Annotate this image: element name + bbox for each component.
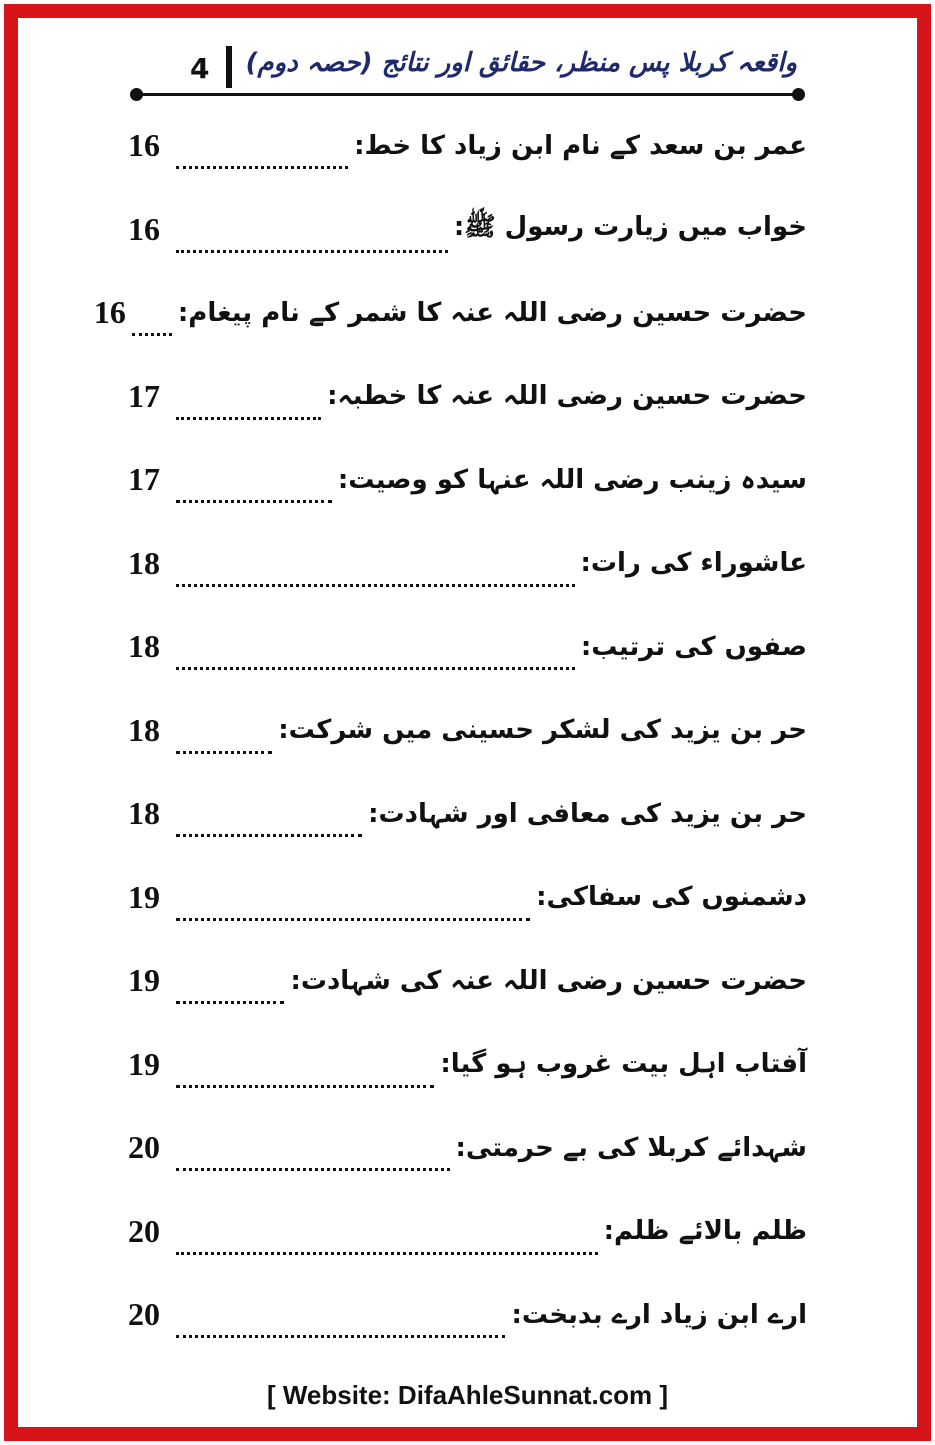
toc-entry-title: سیدہ زینب رضی اللہ عنہا کو وصیت: <box>337 464 807 495</box>
toc-leader-dots <box>176 641 575 670</box>
toc-entry-page: 20 <box>128 1129 160 1166</box>
toc-entry-page: 16 <box>128 127 160 164</box>
toc-leader-dots <box>176 808 362 837</box>
toc-entry-page: 18 <box>128 711 160 748</box>
toc-entry[interactable] <box>128 355 807 439</box>
toc-entry-title: خواب میں زیارت رسول ﷺ: <box>453 212 807 243</box>
toc-entry[interactable] <box>128 1190 807 1274</box>
toc-entry-title: صفوں کی ترتیب: <box>580 631 807 662</box>
toc-entry-title: آفتاب اہل بیت غروب ہو گیا: <box>440 1049 807 1080</box>
toc-entry[interactable] <box>128 522 807 606</box>
toc-entry-page: 17 <box>128 461 160 498</box>
toc-leader-dots <box>176 1142 450 1171</box>
toc-entry-title: ارے ابن زیاد ارے بدبخت: <box>511 1299 807 1330</box>
toc-entry-title: حر بن یزید کی معافی اور شہادت: <box>368 798 807 829</box>
header-divider <box>226 46 232 88</box>
toc-leader-dots <box>176 975 284 1004</box>
toc-entry-title: عمر بن سعد کے نام ابن زیاد کا خط: <box>354 130 807 161</box>
toc-entry-title: ظلم بالائے ظلم: <box>603 1216 807 1247</box>
page-number: 4 <box>190 52 210 85</box>
toc-entry[interactable] <box>128 188 807 272</box>
toc-entry[interactable] <box>128 1023 807 1107</box>
toc-entry[interactable] <box>128 1273 807 1357</box>
toc-entry[interactable] <box>128 856 807 940</box>
toc-entry-page: 16 <box>128 210 160 247</box>
toc-entry-page: 20 <box>128 1296 160 1333</box>
toc-entry-title: حضرت حسین رضی اللہ عنہ کا خطبہ: <box>327 381 807 412</box>
toc-entry[interactable] <box>128 689 807 773</box>
toc-entry-title: عاشوراء کی رات: <box>580 548 807 579</box>
table-of-contents <box>93 104 807 1357</box>
toc-leader-dots <box>176 1226 598 1255</box>
toc-entry-title: حضرت حسین رضی اللہ عنہ کا شمر کے نام پیغام: <box>177 297 807 328</box>
toc-leader-dots <box>176 391 321 420</box>
toc-entry[interactable] <box>128 104 807 188</box>
website-footer: [ Website: DifaAhleSunnat.com ] <box>266 1380 669 1410</box>
toc-leader-dots <box>176 224 448 253</box>
page-header <box>130 44 805 96</box>
toc-entry[interactable] <box>128 772 807 856</box>
toc-entry-title: شہدائے کربلا کی بے حرمتی: <box>455 1132 807 1163</box>
toc-leader-dots <box>176 558 575 587</box>
toc-entry[interactable] <box>128 1106 807 1190</box>
toc-entry-page: 16 <box>93 294 126 331</box>
toc-entry-page: 19 <box>128 878 160 915</box>
toc-entry-page: 17 <box>128 377 160 414</box>
toc-entry-page: 18 <box>128 544 160 581</box>
toc-entry-page: 18 <box>128 628 160 665</box>
book-title: واقعہ کربلا پس منظر، حقائق اور نتائج (حصہ دوم) <box>245 48 797 78</box>
toc-leader-dots <box>176 1059 434 1088</box>
toc-entry-title: حر بن یزید کی لشکر حسینی میں شرکت: <box>278 715 807 746</box>
toc-entry-title: حضرت حسین رضی اللہ عنہ کی شہادت: <box>290 965 807 996</box>
toc-leader-dots <box>132 307 172 336</box>
header-rule <box>136 93 799 96</box>
toc-entry-page: 19 <box>128 962 160 999</box>
toc-leader-dots <box>176 474 332 503</box>
toc-entry[interactable] <box>128 939 807 1023</box>
toc-leader-dots <box>176 725 272 754</box>
toc-entry-page: 19 <box>128 1045 160 1082</box>
toc-entry[interactable] <box>93 271 807 355</box>
toc-entry-title: دشمنوں کی سفاکی: <box>536 882 807 913</box>
toc-entry-page: 20 <box>128 1212 160 1249</box>
toc-leader-dots <box>176 892 530 921</box>
toc-entry[interactable] <box>128 438 807 522</box>
toc-leader-dots <box>176 1309 505 1338</box>
toc-entry[interactable] <box>128 605 807 689</box>
rule-end-dot-right <box>792 88 805 101</box>
toc-leader-dots <box>176 140 348 169</box>
toc-entry-page: 18 <box>128 795 160 832</box>
